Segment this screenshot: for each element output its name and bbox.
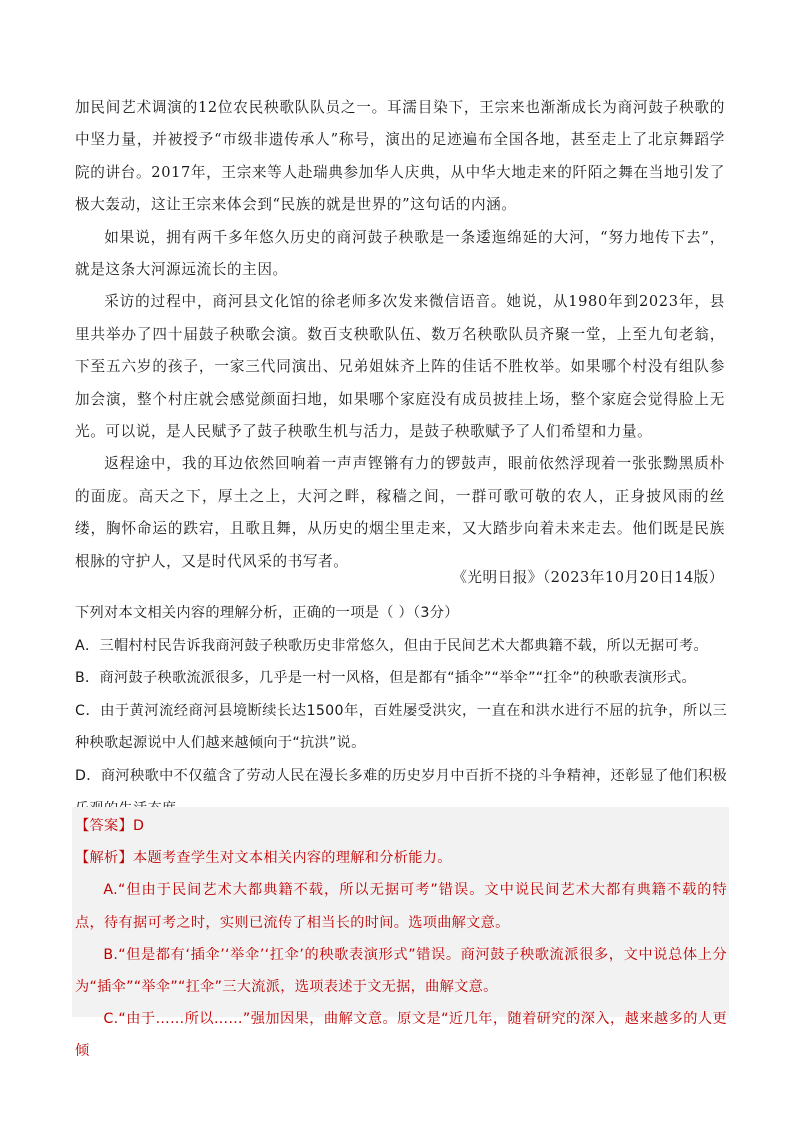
passage — [75, 92, 725, 578]
answer-line — [75, 810, 727, 842]
analysis-intro: 本题考查学生对文本相关内容的理解和分析能力。 — [132, 850, 452, 867]
option-d: D．商河秧歌中不仅蕴含了劳动人民在漫长多难的历史岁月中百折不挠的斗争精神，还彰显了他们积极 — [75, 767, 727, 784]
passage-source: 《光明日报》（2023年10月20日14版） — [452, 569, 724, 586]
answer-label: 【答案】 — [75, 818, 133, 834]
option-a: A．三帽村村民告诉我商河鼓子秧歌历史非常悠久，但由于民间艺术大都典籍不载，所以无据可考。 — [75, 637, 708, 654]
option-b: B．商河鼓子秧歌流派很多，几乎是一村一风格，但是都有“插伞”“举伞”“扛伞”的秧歌表演形式。 — [75, 670, 696, 687]
option-c: C．由于黄河流经商河县境断续长达1500年，百姓屡受洪灾，一直在和洪水进行不屈的抗争，所以三种秧歌起源说中人们越来越倾向于“抗洪”说。 — [75, 702, 727, 752]
answer-value: D — [132, 818, 145, 834]
question — [75, 597, 727, 825]
passage-paragraph-4: 返程途中，我的耳边依然回响着一声声铿锵有力的锣鼓声，眼前依然浮现着一张张黝黑质朴的面庞。高天之下，厚土之上，大河之畔，稼穑之间，一群可歌可敬的农人，正身披风雨的丝缕，胸怀命运的跌宕，且歌且舞，从历史的烟尘里走来，又大踏步向着未来走去。他们既是民族根脉的守护人，又是时代风采的书写者。 — [75, 455, 725, 570]
analysis-item-c: C.“由于……所以……”强加因果，曲解文意。原文是“近几年，随着研究的深入，越来越多的人更倾 — [75, 1011, 727, 1060]
analysis-item-b: B.“但是都有‘插伞’‘举伞’‘扛伞’的秧歌表演形式”错误。商河鼓子秧歌流派很多，文中说总体上分为“插伞”“举伞”“扛伞”三大流派，选项表述于文无据，曲解文意。 — [75, 946, 727, 996]
question-stem: 下列对本文相关内容的理解分析，正确的一项是（ ）（3分） — [75, 605, 459, 621]
answer-section — [75, 810, 727, 1068]
passage-paragraph-3: 采访的过程中，商河县文化馆的徐老师多次发来微信语音。她说，从1980年到2023年，县里共举办了四十届鼓子秧歌会演。数百支秧歌队伍、数万名秧歌队员齐聚一堂，上至九旬老翁，下至五六岁的孩子，一家三代同演出、兄弟姐妹齐上阵的佳话不胜枚举。如果哪个村没有组队参加会演，整个村庄就会感觉颜面扫地，如果哪个家庭没有成员披挂上场，整个家庭会觉得脸上无光。可以说，是人民赋予了鼓子秧歌生机与活力，是鼓子秧歌赋予了人们希望和力量。 — [75, 293, 725, 441]
analysis-item-a: A.“但由于民间艺术大都典籍不载，所以无据可考”错误。文中说民间艺术大都有典籍不载的特点，待有据可考之时，实则已流传了相当长的时间。选项曲解文意。 — [75, 882, 727, 931]
analysis-label: 【解析】 — [75, 850, 133, 867]
passage-paragraph-1: 加民间艺术调演的12位农民秧歌队队员之一。耳濡目染下，王宗来也渐渐成长为商河鼓子秧歌的中坚力量，并被授予“市级非遗传承人”称号，演出的足迹遍布全国各地，甚至走上了北京舞蹈学院的讲台。2017年，王宗来等人赴瑞典参加华人庆典，从中华大地走来的阡陌之舞在当地引发了极大轰动，这让王宗来体会到“民族的就是世界的”这句话的内涵。 — [75, 99, 725, 214]
analysis-line — [75, 842, 727, 874]
passage-paragraph-2: 如果说，拥有两千多年悠久历史的商河鼓子秧歌是一条逶迤绵延的大河，“努力地传下去”，就是这条大河源远流长的主因。 — [75, 228, 725, 279]
